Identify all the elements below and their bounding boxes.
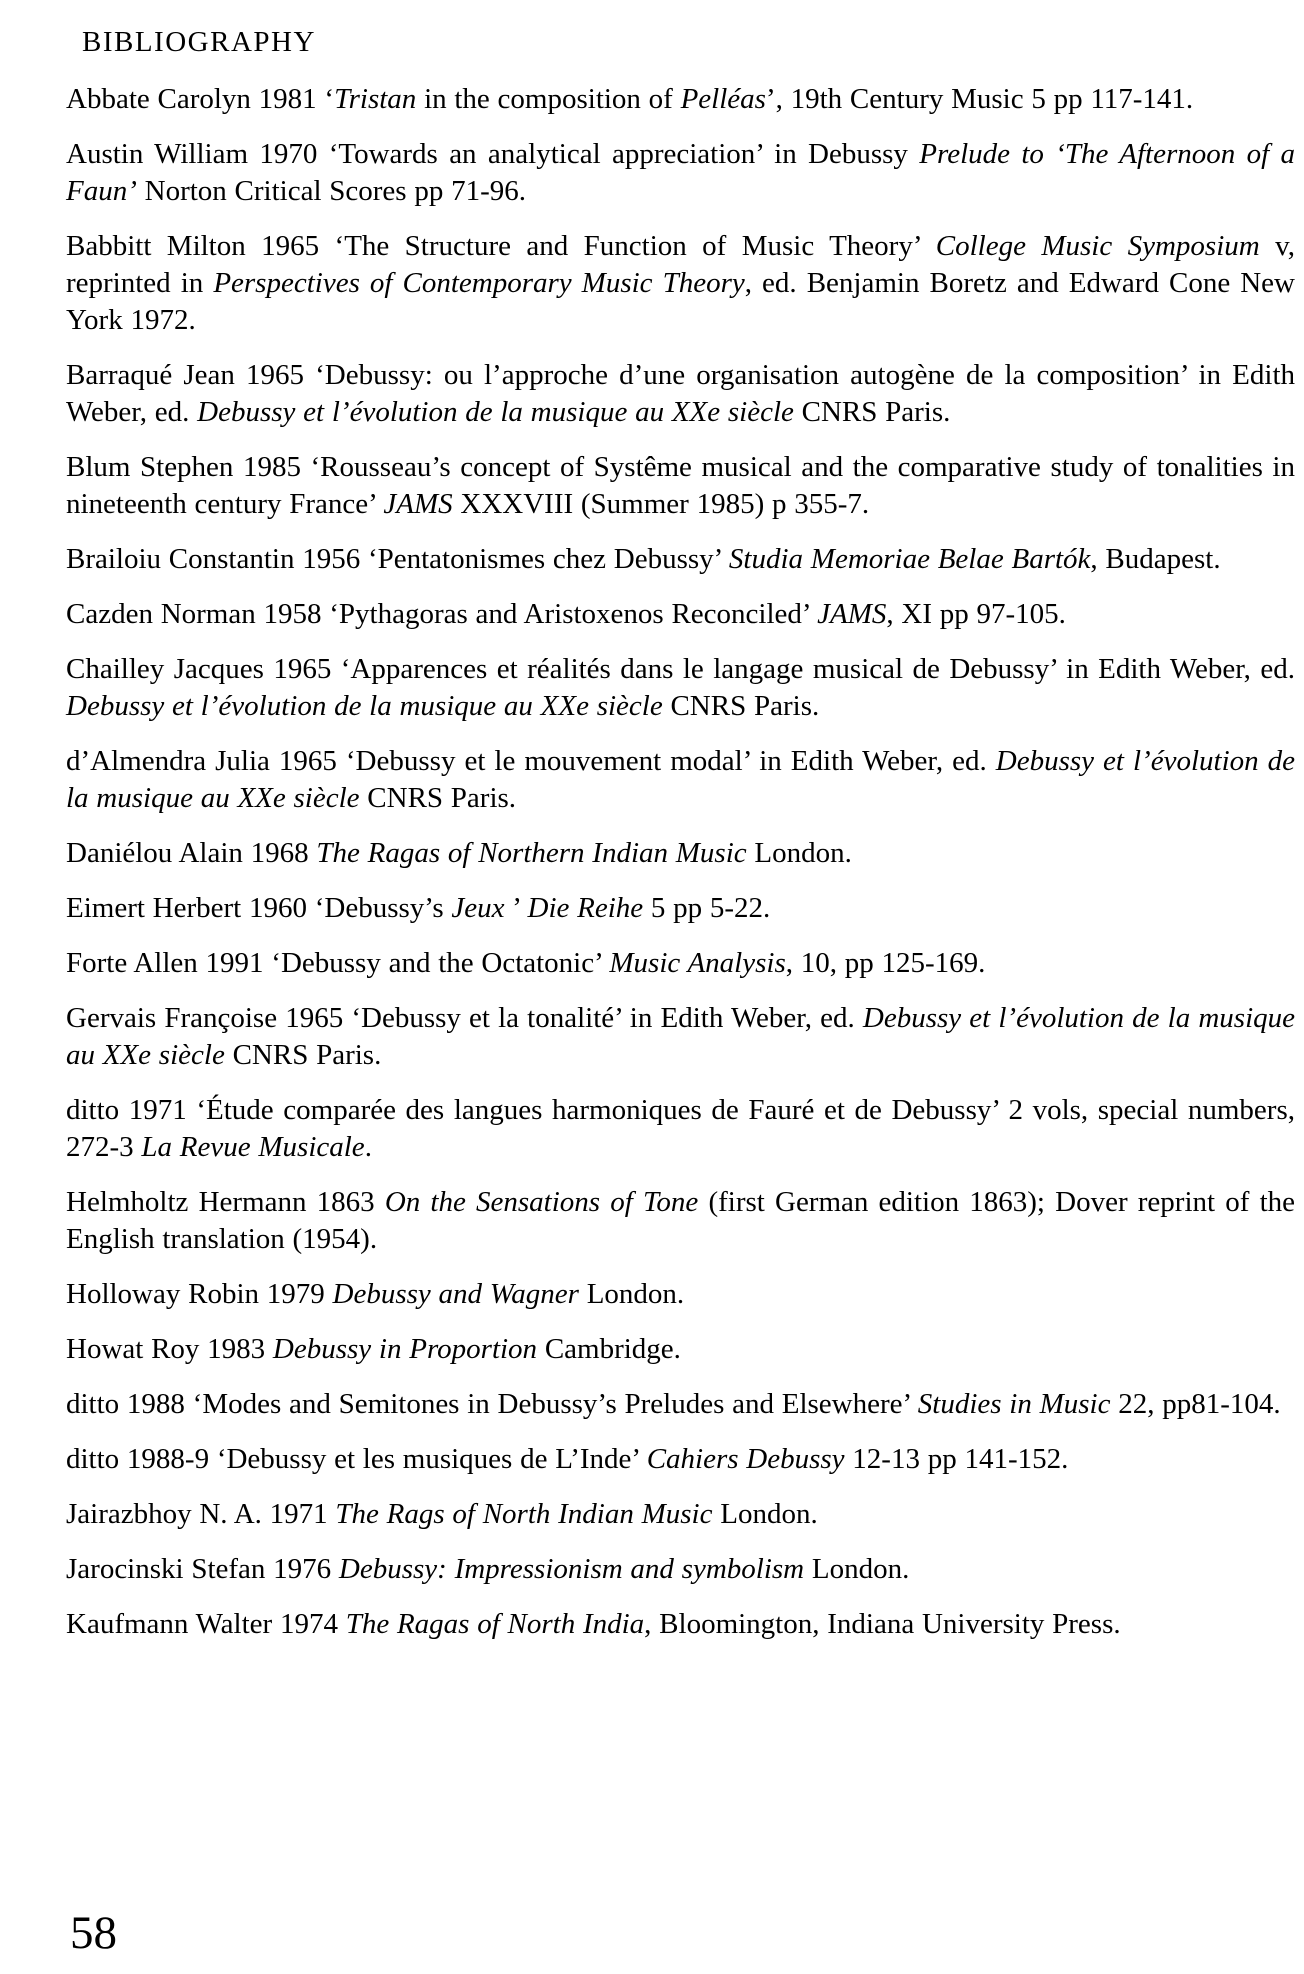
entry-title-italic: On the Sensations of Tone: [384, 1186, 699, 1218]
entry-text: Barraqué Jean 1965 ‘Debussy: ou l’approche d’une organisation autogène de la composition’ in Edith Weber, ed.: [66, 359, 1295, 428]
entry-text: Howat Roy 1983: [66, 1333, 273, 1365]
entry-text: 12-13 pp 141-152.: [844, 1443, 1069, 1475]
entry-text: , 10, pp 125-169.: [785, 947, 986, 979]
entry-text: , ed. Benjamin Boretz and Edward Cone New York 1972.: [66, 267, 1295, 336]
entry-text: ’: [504, 892, 528, 924]
entry-text: Holloway Robin 1979: [66, 1278, 333, 1310]
entry-title-italic: Jeux: [451, 892, 505, 924]
entry-title-italic: La Revue Musicale: [141, 1131, 365, 1163]
entry-title-italic: Debussy et l’évolution de la musique au XXe siècle: [197, 396, 794, 428]
bibliography-entry: [66, 357, 1295, 431]
bibliography-entry: [66, 651, 1295, 725]
entry-text: v, reprinted in: [66, 230, 1296, 299]
entry-title-italic: Studia Memoriae Belae Bartók: [728, 543, 1091, 575]
entry-text: in the composition of: [416, 83, 681, 115]
bibliography-entry: [66, 1000, 1295, 1074]
entry-text: 5 pp 5-22.: [643, 892, 771, 924]
entry-text: Kaufmann Walter 1974: [66, 1608, 346, 1640]
entry-title-italic: Studies in Music: [917, 1388, 1111, 1420]
entry-text: ditto 1988 ‘Modes and Semitones in Debussy’s Preludes and Elsewhere’: [66, 1388, 918, 1420]
entry-text: , Bloomington, Indiana University Press.: [644, 1608, 1121, 1640]
entry-text: d’Almendra Julia 1965 ‘Debussy et le mouvement modal’ in Edith Weber, ed.: [66, 745, 996, 777]
entry-text: CNRS Paris.: [793, 396, 951, 428]
entry-text: Austin William 1970 ‘Towards an analytical appreciation’ in Debussy: [66, 138, 920, 170]
entry-text: Brailoiu Constantin 1956 ‘Pentatonismes chez Debussy’: [66, 543, 729, 575]
bibliography-entry: [66, 1184, 1295, 1258]
entry-title-italic: The Ragas of North India: [345, 1608, 645, 1640]
entry-text: Jarocinski Stefan 1976: [66, 1553, 339, 1585]
entry-text: Helmholtz Hermann 1863: [66, 1186, 385, 1218]
entry-title-italic: Debussy and Wagner: [332, 1278, 579, 1310]
entry-text: .: [364, 1131, 372, 1163]
entry-text: Chailley Jacques 1965 ‘Apparences et réalités dans le langage musical de Debussy’ in Edith Weber, ed.: [66, 653, 1295, 685]
entry-text: (first German edition 1863); Dover reprint of the English translation (1954).: [66, 1186, 1295, 1255]
entry-title-italic: Debussy: Impressionism and symbolism: [338, 1553, 805, 1585]
entry-text: Babbitt Milton 1965 ‘The Structure and Function of Music Theory’: [66, 230, 936, 262]
entry-text: CNRS Paris.: [359, 782, 517, 814]
entry-text: CNRS Paris.: [224, 1039, 382, 1071]
bibliography-entry: [66, 596, 1295, 633]
page-number: 58: [70, 1907, 117, 1959]
entry-text: , XI pp 97-105.: [886, 598, 1066, 630]
entry-title-italic: Debussy in Proportion: [272, 1333, 538, 1365]
entry-text: Cambridge.: [537, 1333, 681, 1365]
bibliography-entry: [66, 1551, 1295, 1588]
entry-title-italic: Pelléas: [680, 83, 766, 115]
entry-text: Norton Critical Scores pp 71-96.: [136, 175, 526, 207]
entry-text: London.: [746, 837, 852, 869]
entry-title-italic: Perspectives of Contemporary Music Theory: [213, 267, 745, 299]
entry-text: ’, 19th Century Music 5 pp 117-141.: [765, 83, 1194, 115]
entry-title-italic: Debussy et l’évolution de la musique au XXe siècle: [66, 1002, 1295, 1071]
entry-text: London.: [578, 1278, 685, 1310]
entry-title-italic: The Ragas of Northern Indian Music: [316, 837, 747, 869]
bibliography-entry: [66, 1276, 1295, 1313]
entry-text: Blum Stephen 1985 ‘Rousseau’s concept of Systême musical and the comparative study of tonalities in nineteenth century France’: [66, 451, 1295, 520]
entry-text: Cazden Norman 1958 ‘Pythagoras and Aristoxenos Reconciled’: [66, 598, 818, 630]
bibliography-entry: [66, 136, 1295, 210]
entry-title-italic: JAMS: [817, 598, 887, 630]
bibliography-entry: [66, 81, 1295, 118]
entry-title-italic: JAMS: [383, 488, 453, 520]
bibliography-entry: [66, 945, 1295, 982]
bibliography-entry: [66, 1331, 1295, 1368]
entry-text: London.: [712, 1498, 818, 1530]
entry-text: Abbate Carolyn 1981 ‘: [66, 83, 335, 115]
entry-title-italic: Cahiers Debussy: [646, 1443, 845, 1475]
entry-title-italic: Tristan: [334, 83, 417, 115]
entry-text: Daniélou Alain 1968: [66, 837, 317, 869]
bibliography-entry: [66, 1606, 1295, 1643]
entry-text: ditto 1988-9 ‘Debussy et les musiques de L’Inde’: [66, 1443, 647, 1475]
page-title: BIBLIOGRAPHY: [82, 26, 316, 58]
entry-title-italic: Debussy et l’évolution de la musique au XXe siècle: [66, 745, 1296, 814]
entry-text: Eimert Herbert 1960 ‘Debussy’s: [66, 892, 452, 924]
entry-title-italic: Music Analysis: [609, 947, 786, 979]
bibliography-entry: [66, 541, 1295, 578]
entry-text: , Budapest.: [1090, 543, 1221, 575]
entry-text: London.: [804, 1553, 910, 1585]
entry-text: Forte Allen 1991 ‘Debussy and the Octatonic’: [66, 947, 610, 979]
entry-title-italic: College Music Symposium: [935, 230, 1260, 262]
entry-text: CNRS Paris.: [662, 690, 820, 722]
entry-text: 22, pp81-104.: [1110, 1388, 1281, 1420]
bibliography-entry: [66, 1496, 1295, 1533]
bibliography-entry: [66, 1092, 1295, 1166]
bibliography-entry: [66, 1386, 1295, 1423]
entry-title-italic: Debussy et l’évolution de la musique au XXe siècle: [66, 690, 663, 722]
bibliography-entry: [66, 449, 1295, 523]
bibliography-list: [66, 81, 1295, 1643]
entry-title-italic: Die Reihe: [527, 892, 644, 924]
entry-text: XXXVIII (Summer 1985) p 355-7.: [452, 488, 870, 520]
bibliography-entry: [66, 228, 1295, 339]
bibliography-entry: [66, 1441, 1295, 1478]
bibliography-entry: [66, 743, 1295, 817]
entry-text: Jairazbhoy N. A. 1971: [66, 1498, 336, 1530]
entry-title-italic: The Rags of North Indian Music: [335, 1498, 713, 1530]
entry-title-italic: Prelude to ‘The Afternoon of a Faun’: [66, 138, 1296, 207]
bibliography-entry: [66, 890, 1295, 927]
entry-text: Gervais Françoise 1965 ‘Debussy et la tonalité’ in Edith Weber, ed.: [66, 1002, 863, 1034]
bibliography-entry: [66, 835, 1295, 872]
entry-text: ditto 1971 ‘Étude comparée des langues harmoniques de Fauré et de Debussy’ 2 vols, special numbers, 272-3: [66, 1094, 1295, 1163]
